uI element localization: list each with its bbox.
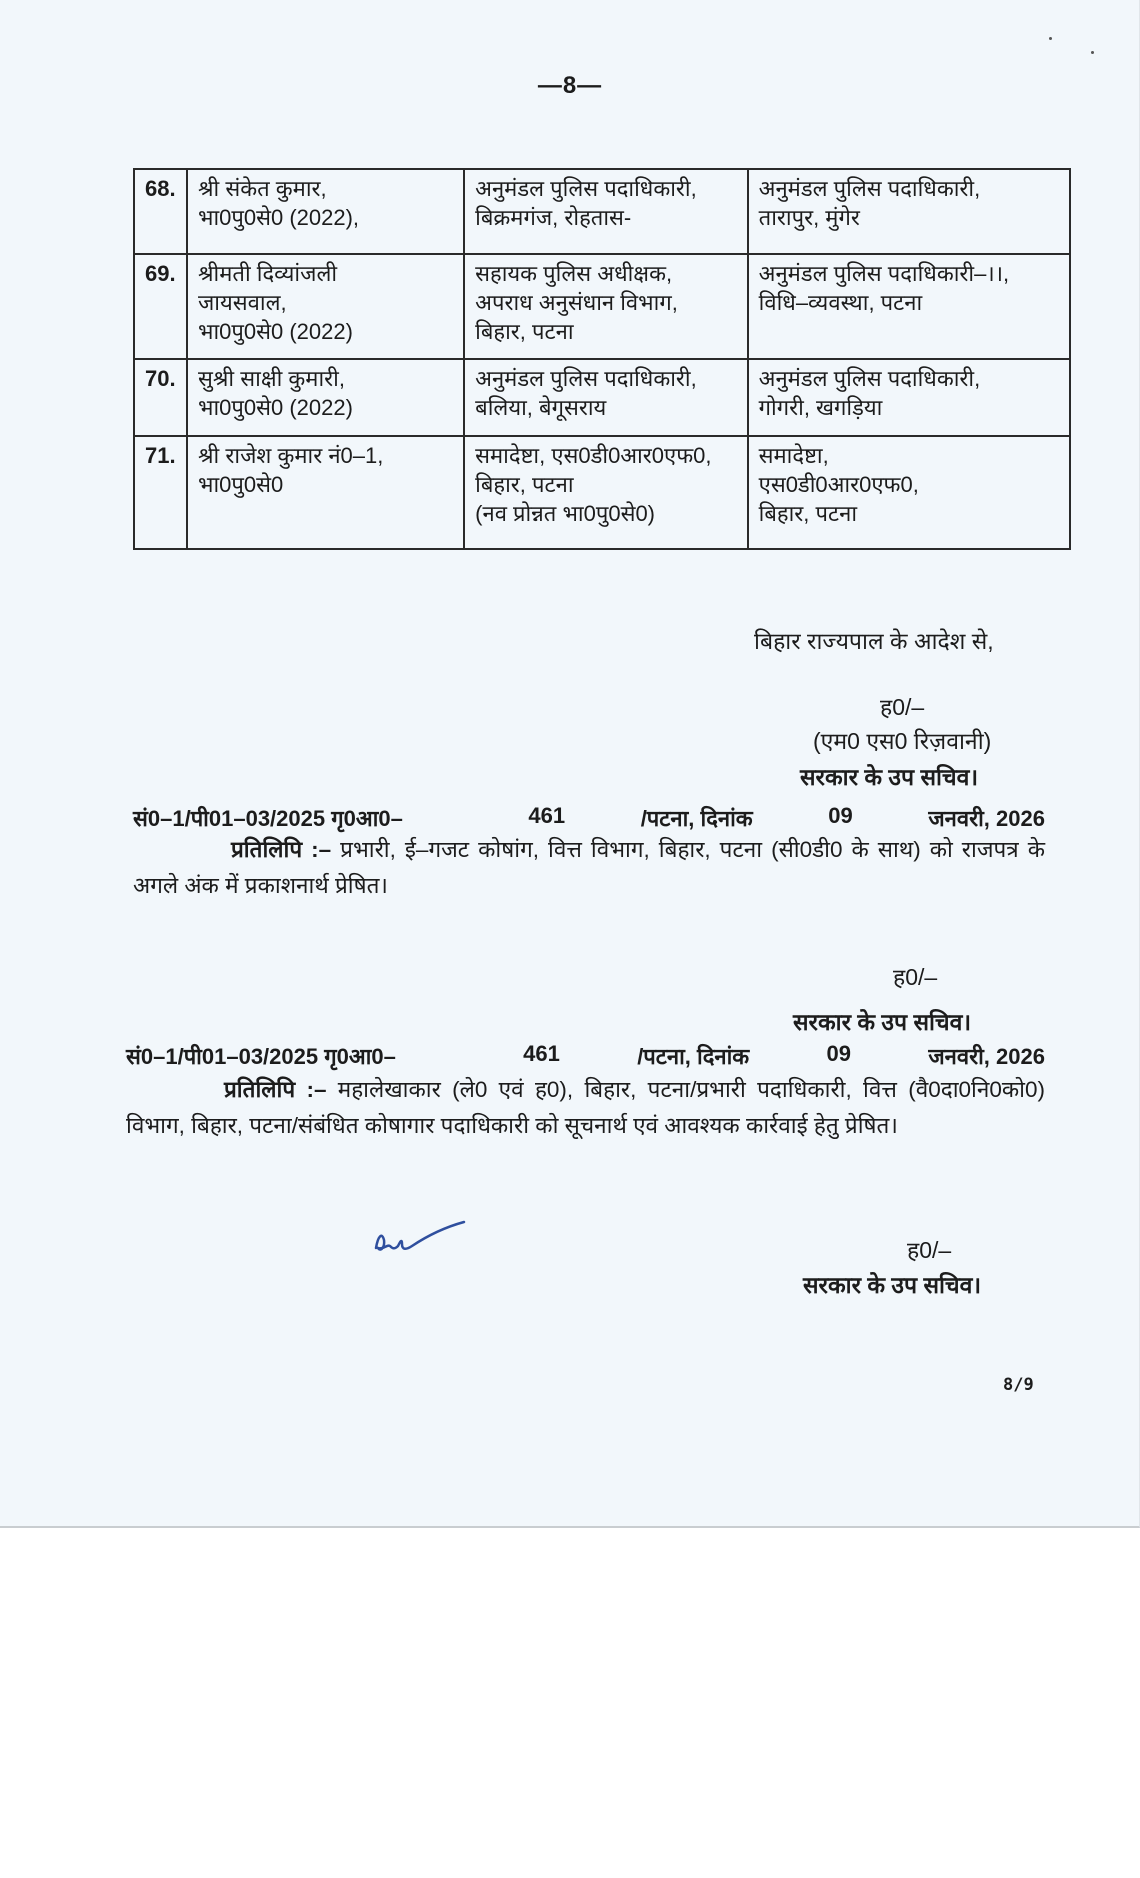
officer-name: श्री राजेश कुमार नं0–1, <box>197 443 384 468</box>
officer-name-cell <box>187 436 464 549</box>
current-posting-cell <box>464 436 748 549</box>
letter-number: 461 <box>528 803 566 828</box>
place-date-label: /पटना, दिनांक <box>640 806 753 831</box>
current-posting-line: समादेष्टा, एस0डी0आर0एफ0, <box>475 443 712 468</box>
date-month-year: जनवरी, 2026 <box>928 1044 1045 1069</box>
current-posting-line: अपराध अनुसंधान विभाग, <box>475 290 678 315</box>
table-row <box>134 359 1070 436</box>
current-posting-line: बिहार, पटना <box>475 319 574 344</box>
current-posting-line: अनुमंडल पुलिस पदाधिकारी, <box>475 176 697 201</box>
serial-number: 69. <box>134 254 187 359</box>
new-posting-cell <box>748 169 1070 254</box>
signed-mark: ह0/– <box>907 1237 952 1263</box>
table-row <box>134 169 1070 254</box>
current-posting-cell <box>464 254 748 359</box>
copy-text: महालेखाकार (ले0 एवं ह0), बिहार, पटना/प्रभारी पदाधिकारी, वित्त (वै0दा0नि0को0) विभाग, बिहार, पटना/संबंधित कोषागार पदाधिकारी को सूचनार्थ एवं आवश्यक कार्रवाई हेतु प्रेषित। <box>126 1077 1045 1138</box>
letter-number: 461 <box>523 1041 560 1066</box>
reference-number: सं0–1/पी01–03/2025 गृ0आ0– <box>126 1044 396 1069</box>
new-posting-line: तारापुर, मुंगेर <box>758 205 860 230</box>
date-day: 09 <box>826 1041 852 1066</box>
serial-number: 68. <box>134 169 187 254</box>
transfer-postings-table <box>133 168 1071 550</box>
current-posting-line: सहायक पुलिस अधीक्षक, <box>475 261 673 286</box>
by-order-line: बिहार राज्यपाल के आदेश से, <box>754 628 994 654</box>
copy-text: प्रभारी, ई–गजट कोषांग, वित्त विभाग, बिहार, पटना (सी0डी0 के साथ) को राजपत्र के अगले अंक में प्रकाशनार्थ प्रेषित। <box>133 837 1045 898</box>
reference-line <box>133 803 1045 833</box>
copy-paragraph <box>133 832 1045 904</box>
current-posting-line: बिक्रमगंज, रोहतास- <box>475 205 632 230</box>
officer-name: सुश्री साक्षी कुमारी, <box>197 366 345 391</box>
handwritten-signature <box>372 1218 472 1268</box>
serial-number: 71. <box>134 436 187 549</box>
signatory-designation: सरकार के उप सचिव। <box>800 764 979 790</box>
new-posting-line: गोगरी, खगड़िया <box>758 395 883 420</box>
new-posting-cell <box>748 254 1070 359</box>
new-posting-line: बिहार, पटना <box>758 501 858 526</box>
table-row <box>134 436 1070 549</box>
officer-service: भा0पु0से0 <box>197 472 284 497</box>
officer-name: श्रीमती दिव्यांजली <box>197 261 338 286</box>
signatory-designation: सरकार के उप सचिव। <box>803 1272 982 1298</box>
page-indicator: 8/9 <box>1003 1375 1034 1395</box>
officer-name: जायसवाल, <box>197 290 287 315</box>
new-posting-line: अनुमंडल पुलिस पदाधिकारी–।।, <box>758 261 1010 286</box>
date-month-year: जनवरी, 2026 <box>928 806 1045 831</box>
officer-name-cell <box>187 254 464 359</box>
serial-number: 70. <box>134 359 187 436</box>
table-row <box>134 254 1070 359</box>
current-posting-line: बिहार, पटना <box>475 472 574 497</box>
officer-name-cell <box>187 169 464 254</box>
new-posting-line: समादेष्टा, <box>758 443 829 468</box>
copy-label: प्रतिलिपि :– <box>224 1077 327 1102</box>
new-posting-cell <box>748 436 1070 549</box>
current-posting-cell <box>464 169 748 254</box>
signatory-designation: सरकार के उप सचिव। <box>793 1009 972 1035</box>
new-posting-line: एस0डी0आर0एफ0, <box>758 472 919 497</box>
new-posting-cell <box>748 359 1070 436</box>
new-posting-line: विधि–व्यवस्था, पटना <box>758 290 923 315</box>
officer-name-cell <box>187 359 464 436</box>
current-posting-line: बलिया, बेगूसराय <box>475 395 607 420</box>
current-posting-line: (नव प्रोन्नत भा0पु0से0) <box>475 501 656 526</box>
date-day: 09 <box>828 803 853 828</box>
officer-name: श्री संकेत कुमार, <box>197 176 327 201</box>
place-date-label: /पटना, दिनांक <box>637 1044 750 1069</box>
signed-mark: ह0/– <box>893 964 938 990</box>
copy-label: प्रतिलिपि :– <box>231 837 332 862</box>
copy-paragraph <box>126 1072 1045 1144</box>
current-posting-cell <box>464 359 748 436</box>
scan-speck <box>1049 37 1052 40</box>
current-posting-line: अनुमंडल पुलिस पदाधिकारी, <box>475 366 697 391</box>
signatory-name: (एम0 एस0 रिज़वानी) <box>813 728 992 754</box>
page-number-header: —8— <box>537 72 603 99</box>
officer-service: भा0पु0से0 (2022), <box>197 205 360 230</box>
reference-line <box>126 1041 1045 1071</box>
officer-service: भा0पु0से0 (2022) <box>197 395 353 420</box>
new-posting-line: अनुमंडल पुलिस पदाधिकारी, <box>758 176 981 201</box>
new-posting-line: अनुमंडल पुलिस पदाधिकारी, <box>758 366 981 391</box>
signed-mark: ह0/– <box>880 694 925 720</box>
reference-number: सं0–1/पी01–03/2025 गृ0आ0– <box>133 806 403 831</box>
scan-speck <box>1091 51 1094 54</box>
officer-service: भा0पु0से0 (2022) <box>197 319 353 344</box>
